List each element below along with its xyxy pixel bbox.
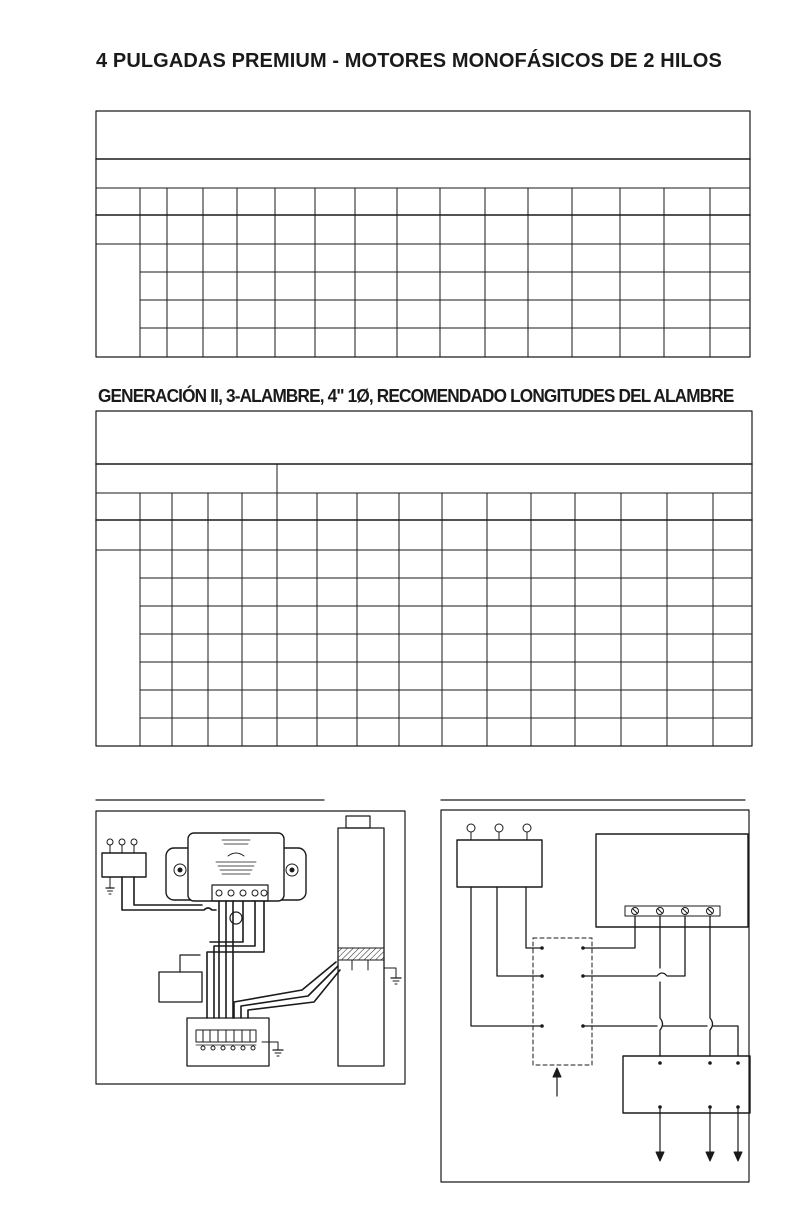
table2-grid <box>96 411 752 746</box>
capacitor-box <box>159 972 202 1002</box>
terminal-block <box>187 1018 283 1066</box>
right-wires <box>471 887 738 1056</box>
right-control-panel <box>596 834 748 927</box>
well-casing <box>338 816 401 1066</box>
splice-dots <box>540 946 585 1028</box>
power-supply-box <box>102 839 146 894</box>
table1-title: 4 PULGADAS PREMIUM - MOTORES MONOFÁSICOS DE 2 HILOS <box>96 50 722 72</box>
splice-box <box>533 938 592 1065</box>
right-wiring-diagram <box>441 800 750 1182</box>
motor-lead-bundle <box>180 901 264 1018</box>
right-motor-box <box>623 1056 750 1161</box>
table1-grid <box>96 111 750 357</box>
up-arrow-icon <box>553 1068 561 1096</box>
control-box <box>166 833 306 901</box>
pump-leads <box>234 962 340 1018</box>
table2-title: GENERACIÓN II, 3-ALAMBRE, 4" 1Ø, RECOMENDADO LONGITUDES DEL ALAMBRE <box>98 385 734 406</box>
right-supply-box <box>457 824 542 887</box>
left-wiring-diagram <box>96 800 405 1084</box>
